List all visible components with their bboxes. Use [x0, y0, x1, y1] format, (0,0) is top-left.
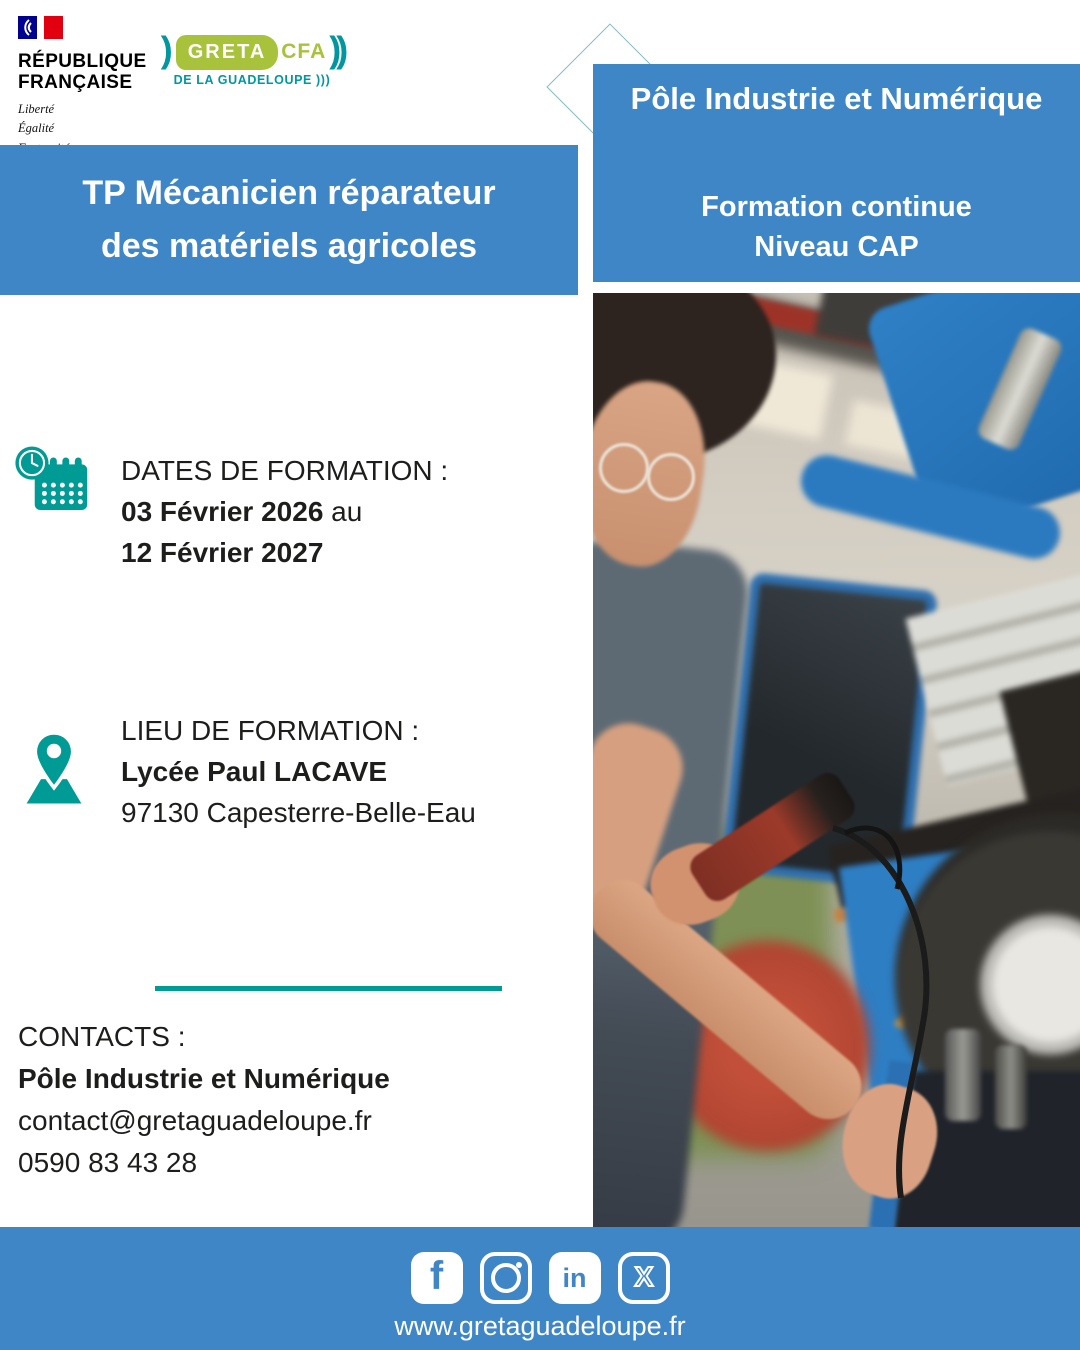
- facebook-glyph: f: [429, 1254, 444, 1298]
- republique-line1: RÉPUBLIQUE: [18, 51, 147, 72]
- location-label: LIEU DE FORMATION :: [121, 715, 420, 746]
- x-twitter-icon[interactable]: [618, 1252, 670, 1304]
- dates-start: [121, 491, 448, 532]
- divider-line: [155, 986, 502, 991]
- location-address: 97130 Capesterre-Belle-Eau: [121, 797, 476, 828]
- motto-liberte: Liberté: [18, 102, 55, 117]
- dates-label: DATES DE FORMATION :: [121, 455, 449, 486]
- instagram-icon[interactable]: [480, 1252, 532, 1304]
- facebook-icon[interactable]: [411, 1252, 463, 1304]
- instagram-dot: [516, 1262, 522, 1268]
- map-pin-icon: [18, 728, 90, 810]
- greta-paren-right-icon: )): [329, 29, 344, 70]
- location-name-value: Lycée Paul LACAVE: [121, 756, 388, 787]
- linkedin-glyph: in: [562, 1262, 587, 1293]
- republique-francaise-logo: [18, 16, 147, 158]
- linkedin-icon[interactable]: [549, 1252, 601, 1304]
- dates-section: [121, 450, 448, 573]
- greta-logo-row: [160, 29, 344, 70]
- contacts-pole: Pôle Industrie et Numérique: [18, 1063, 390, 1094]
- contacts-section: [18, 1016, 390, 1184]
- date-au: au: [323, 496, 363, 527]
- pole-subtitle: [593, 187, 1080, 267]
- dates-end: [121, 532, 448, 573]
- svg-text:X: X: [634, 1261, 653, 1292]
- page-title-line2: des matériels agricoles: [100, 227, 478, 265]
- republique-line2: FRANÇAISE: [18, 71, 133, 93]
- republique-name: [18, 52, 147, 93]
- social-icons: [0, 1227, 1080, 1304]
- pole-title: Pôle Industrie et Numérique: [630, 81, 1043, 116]
- greta-region-label: DE LA GUADELOUPE ))): [173, 73, 331, 87]
- formation-continue-label: Formation continue: [701, 191, 972, 223]
- calendar-clock-icon: [14, 444, 90, 518]
- website-url[interactable]: www.gretaguadeloupe.fr: [394, 1311, 686, 1341]
- contacts-email[interactable]: contact@gretaguadeloupe.fr: [18, 1105, 372, 1136]
- location-section: [121, 710, 476, 833]
- greta-cfa-logo: [160, 29, 344, 87]
- greta-wordmark: GRETA: [176, 35, 279, 70]
- contacts-phone: 0590 83 43 28: [18, 1147, 198, 1178]
- date-start-value: 03 Février 2026: [121, 496, 324, 527]
- french-flag-icon: [18, 16, 64, 43]
- x-glyph: [627, 1261, 661, 1295]
- instagram-lens: [491, 1263, 521, 1293]
- title-banner: [0, 145, 578, 295]
- training-photo: [593, 293, 1080, 1227]
- page-title-line1: TP Mécanicien réparateur: [82, 174, 496, 213]
- greta-paren-left-icon: ): [160, 29, 173, 70]
- photo-cable-shape: [593, 293, 1080, 1227]
- pole-box: [593, 64, 1080, 282]
- contacts-label: CONTACTS :: [18, 1021, 186, 1052]
- date-end-value: 12 Février 2027: [121, 537, 324, 568]
- location-name: [121, 751, 476, 792]
- niveau-cap-label: Niveau CAP: [754, 231, 919, 264]
- footer: [0, 1227, 1080, 1350]
- motto-egalite: Égalité: [18, 121, 55, 136]
- greta-cfa-label: CFA: [281, 40, 327, 63]
